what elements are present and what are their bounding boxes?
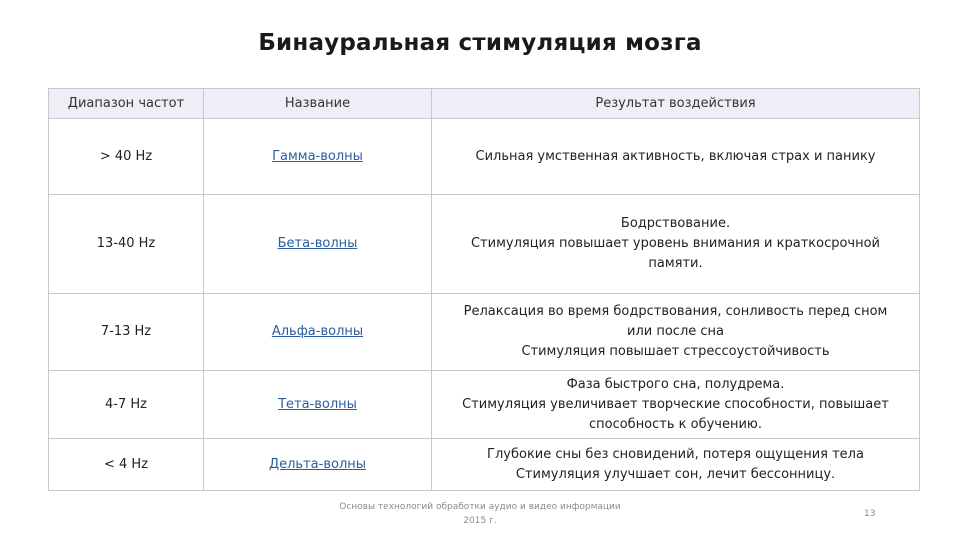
footer-caption — [300, 500, 660, 528]
effect-cell — [432, 195, 920, 294]
effect-cell — [432, 119, 920, 195]
effect-line: Стимуляция повышает стрессоустойчивость — [521, 344, 830, 359]
effect-cell — [432, 371, 920, 439]
wave-name-link[interactable]: Гамма-волны — [272, 148, 363, 164]
frequency-range-cell: 4-7 Hz — [49, 371, 204, 439]
effect-line: Релаксация во время бодрствования, сонливость перед сном — [463, 304, 888, 319]
frequency-table — [48, 88, 920, 491]
header-name: Название — [204, 89, 432, 119]
wave-name-link[interactable]: Дельта-волны — [268, 456, 367, 472]
frequency-range-cell: 7-13 Hz — [49, 294, 204, 371]
frequency-range-cell: < 4 Hz — [49, 439, 204, 491]
wave-name-cell — [204, 119, 432, 195]
page-number: 13 — [864, 509, 876, 519]
footer-year: 2015 г. — [463, 516, 497, 526]
wave-name-link[interactable]: Альфа-волны — [271, 324, 364, 339]
effect-line: Стимуляция улучшает сон, лечит бессонницу. — [515, 466, 836, 482]
header-frequency-range: Диапазон частот — [49, 89, 204, 119]
wave-name-cell — [204, 294, 432, 371]
effect-line: памяти. — [648, 256, 703, 271]
table-row — [49, 294, 920, 371]
frequency-range-cell: > 40 Hz — [49, 119, 204, 195]
table-row — [49, 119, 920, 195]
frequency-range-cell: 13-40 Hz — [49, 195, 204, 294]
wave-name-link[interactable]: Тета-волны — [278, 396, 357, 412]
table-row — [49, 371, 920, 439]
wave-name-cell — [204, 439, 432, 491]
effect-line: Стимуляция повышает уровень внимания и краткосрочной — [470, 236, 881, 251]
table-row — [49, 439, 920, 491]
effect-line: Фаза быстрого сна, полудрема. — [566, 376, 785, 392]
wave-name-link[interactable]: Бета-волны — [277, 236, 358, 251]
table-header-row — [49, 89, 920, 119]
effect-line: или после сна — [627, 324, 724, 339]
wave-name-cell — [204, 195, 432, 294]
header-effect: Результат воздействия — [432, 89, 920, 119]
footer-course-name: Основы технологий обработки аудио и видео информации — [339, 502, 621, 512]
table-row — [49, 195, 920, 294]
slide-title: Бинауральная стимуляция мозга — [258, 30, 702, 56]
effect-cell — [432, 439, 920, 491]
effect-line: Глубокие сны без сновидений, потеря ощущения тела — [487, 446, 864, 462]
effect-line: способность к обучению. — [588, 416, 763, 432]
effect-line: Бодрствование. — [620, 216, 731, 231]
effect-cell — [432, 294, 920, 371]
effect-line: Стимуляция увеличивает творческие способности, повышает — [462, 396, 889, 412]
effect-line: Сильная умственная активность, включая страх и панику — [475, 148, 876, 164]
wave-name-cell — [204, 371, 432, 439]
